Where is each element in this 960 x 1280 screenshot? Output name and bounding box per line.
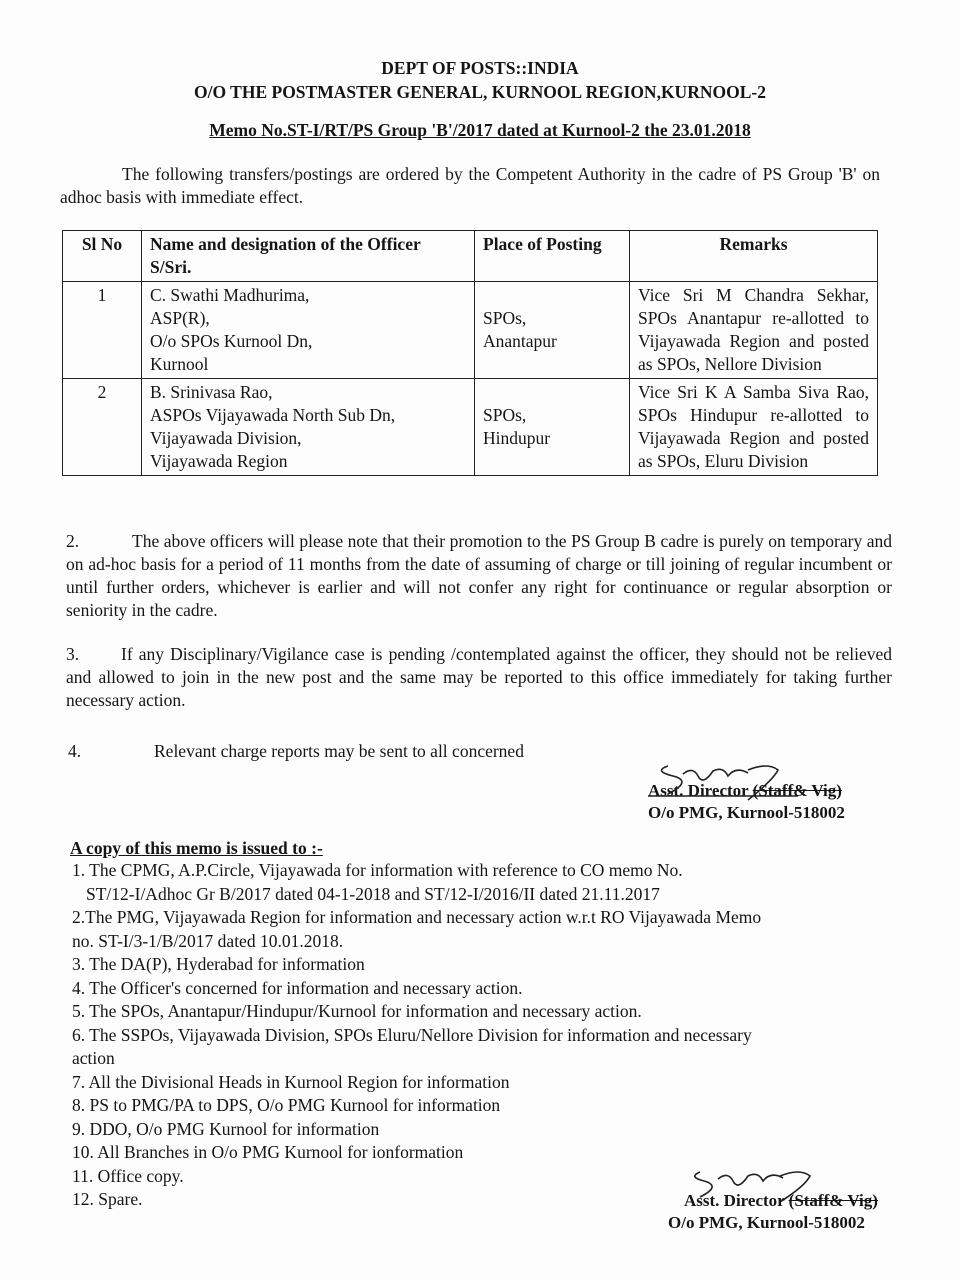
signatory-office: O/o PMG, Kurnool-518002 (668, 1213, 865, 1232)
sl-cell: 1 (63, 282, 142, 379)
remarks-cell: Vice Sri M Chandra Sekhar, SPOs Anantapur re-allotted to Vijayawada Region and posted as SPOs, Nellore Division (630, 282, 878, 379)
copy-heading: A copy of this memo is issued to :- (70, 838, 323, 858)
name-line: ASP(R), (150, 308, 210, 328)
list-item: 3. The DA(P), Hyderabad for information (72, 954, 365, 974)
sl-cell: 2 (63, 379, 142, 476)
list-item: ST/12-I/Adhoc Gr B/2017 dated 04-1-2018 and ST/12-I/2016/II dated 21.11.2017 (86, 883, 660, 904)
para-number: 3. (66, 644, 80, 664)
para-number: 4. (68, 741, 82, 761)
place-cell (475, 379, 630, 476)
name-line: O/o SPOs Kurnool Dn, (150, 331, 313, 351)
col-place: Place of Posting (475, 231, 630, 282)
list-item: 7. All the Divisional Heads in Kurnool Region for information (72, 1071, 510, 1092)
name-line: ASPOs Vijayawada North Sub Dn, (150, 405, 396, 425)
list-item: no. ST-I/3-1/B/2017 dated 10.01.2018. (72, 930, 344, 951)
para-number: 2. (66, 531, 80, 551)
remarks-cell: Vice Sri K A Samba Siva Rao, SPOs Hindupur re-allotted to Vijayawada Region and posted as SPOs, Eluru Division (630, 379, 878, 476)
list-item: 8. PS to PMG/PA to DPS, O/o PMG Kurnool for information (72, 1095, 501, 1115)
name-line: C. Swathi Madhurima, (150, 285, 310, 305)
list-item: 9. DDO, O/o PMG Kurnool for information (72, 1118, 380, 1139)
postings-table (62, 230, 878, 476)
office-title: O/O THE POSTMASTER GENERAL, KURNOOL REGION,KURNOOL-2 (194, 82, 766, 102)
place-line: SPOs, (483, 308, 527, 328)
col-remarks: Remarks (630, 231, 878, 282)
name-cell (142, 379, 475, 476)
name-line: Kurnool (150, 354, 209, 374)
para-text: If any Disciplinary/Vigilance case is pending /contemplated against the officer, they should not be relieved and allowed to join in the new post and the same may be reported to this office immediately for taking further necessary action. (66, 644, 892, 710)
list-item: action (72, 1048, 115, 1068)
signature-scribble (688, 1164, 838, 1214)
table-row (63, 379, 878, 476)
name-line: Vijayawada Region (150, 451, 288, 471)
paragraph-3 (66, 643, 892, 712)
struck-text: (Staff& Vig) (752, 781, 842, 800)
col-sl: Sl No (63, 231, 142, 282)
place-cell (475, 282, 630, 379)
signatory-title: Asst. Director (648, 781, 749, 800)
table-header-row (63, 231, 878, 282)
signature-scribble (648, 756, 798, 816)
dept-title: DEPT OF POSTS::INDIA (381, 58, 579, 78)
place-line: SPOs, (483, 405, 527, 425)
signatory-title: Asst. Director (684, 1191, 785, 1210)
para-text: The above officers will please note that their promotion to the PS Group B cadre is purely on temporary and on ad-hoc basis for a period of 11 months from the date of assuming of charge or till joining of regular incumbent or until further orders, whichever is earlier and will not confer any right for continuance or regular absorption or seniority in the cadre. (66, 531, 892, 620)
list-item: 1. The CPMG, A.P.Circle, Vijayawada for information with reference to CO memo No. (72, 860, 683, 880)
memo-number: Memo No.ST-I/RT/PS Group 'B'/2017 dated at Kurnool-2 the 23.01.2018 (209, 120, 751, 140)
list-item: 10. All Branches in O/o PMG Kurnool for ionformation (72, 1142, 464, 1162)
col-name: Name and designation of the Officer S/Sri. (142, 231, 475, 282)
list-item: 12. Spare. (72, 1189, 143, 1209)
struck-text: (Staff& Vig) (788, 1191, 878, 1210)
place-line: Hindupur (483, 428, 551, 448)
copy-list (72, 859, 902, 1212)
signatory-office: O/o PMG, Kurnool-518002 (648, 803, 845, 822)
name-line: B. Srinivasa Rao, (150, 382, 273, 402)
intro-paragraph: The following transfers/postings are ordered by the Competent Authority in the cadre of PS Group 'B' on adhoc basis with immediate effect. (60, 164, 880, 207)
place-line: Anantapur (483, 331, 557, 351)
list-item: 6. The SSPOs, Vijayawada Division, SPOs Eluru/Nellore Division for information and necessary (72, 1024, 752, 1045)
list-item: 4. The Officer's concerned for information and necessary action. (72, 977, 523, 998)
signature-block-2 (668, 1190, 878, 1234)
table-row (63, 282, 878, 379)
list-item: 11. Office copy. (72, 1165, 184, 1186)
name-cell (142, 282, 475, 379)
signature-block-1 (648, 780, 845, 824)
paragraph-2 (66, 530, 892, 622)
para-text: Relevant charge reports may be sent to all concerned (154, 741, 524, 761)
list-item: 2.The PMG, Vijayawada Region for information and necessary action w.r.t RO Vijayawada Memo (72, 907, 762, 927)
name-line: Vijayawada Division, (150, 428, 302, 448)
list-item: 5. The SPOs, Anantapur/Hindupur/Kurnool for information and necessary action. (72, 1001, 642, 1021)
letterhead (0, 56, 960, 104)
